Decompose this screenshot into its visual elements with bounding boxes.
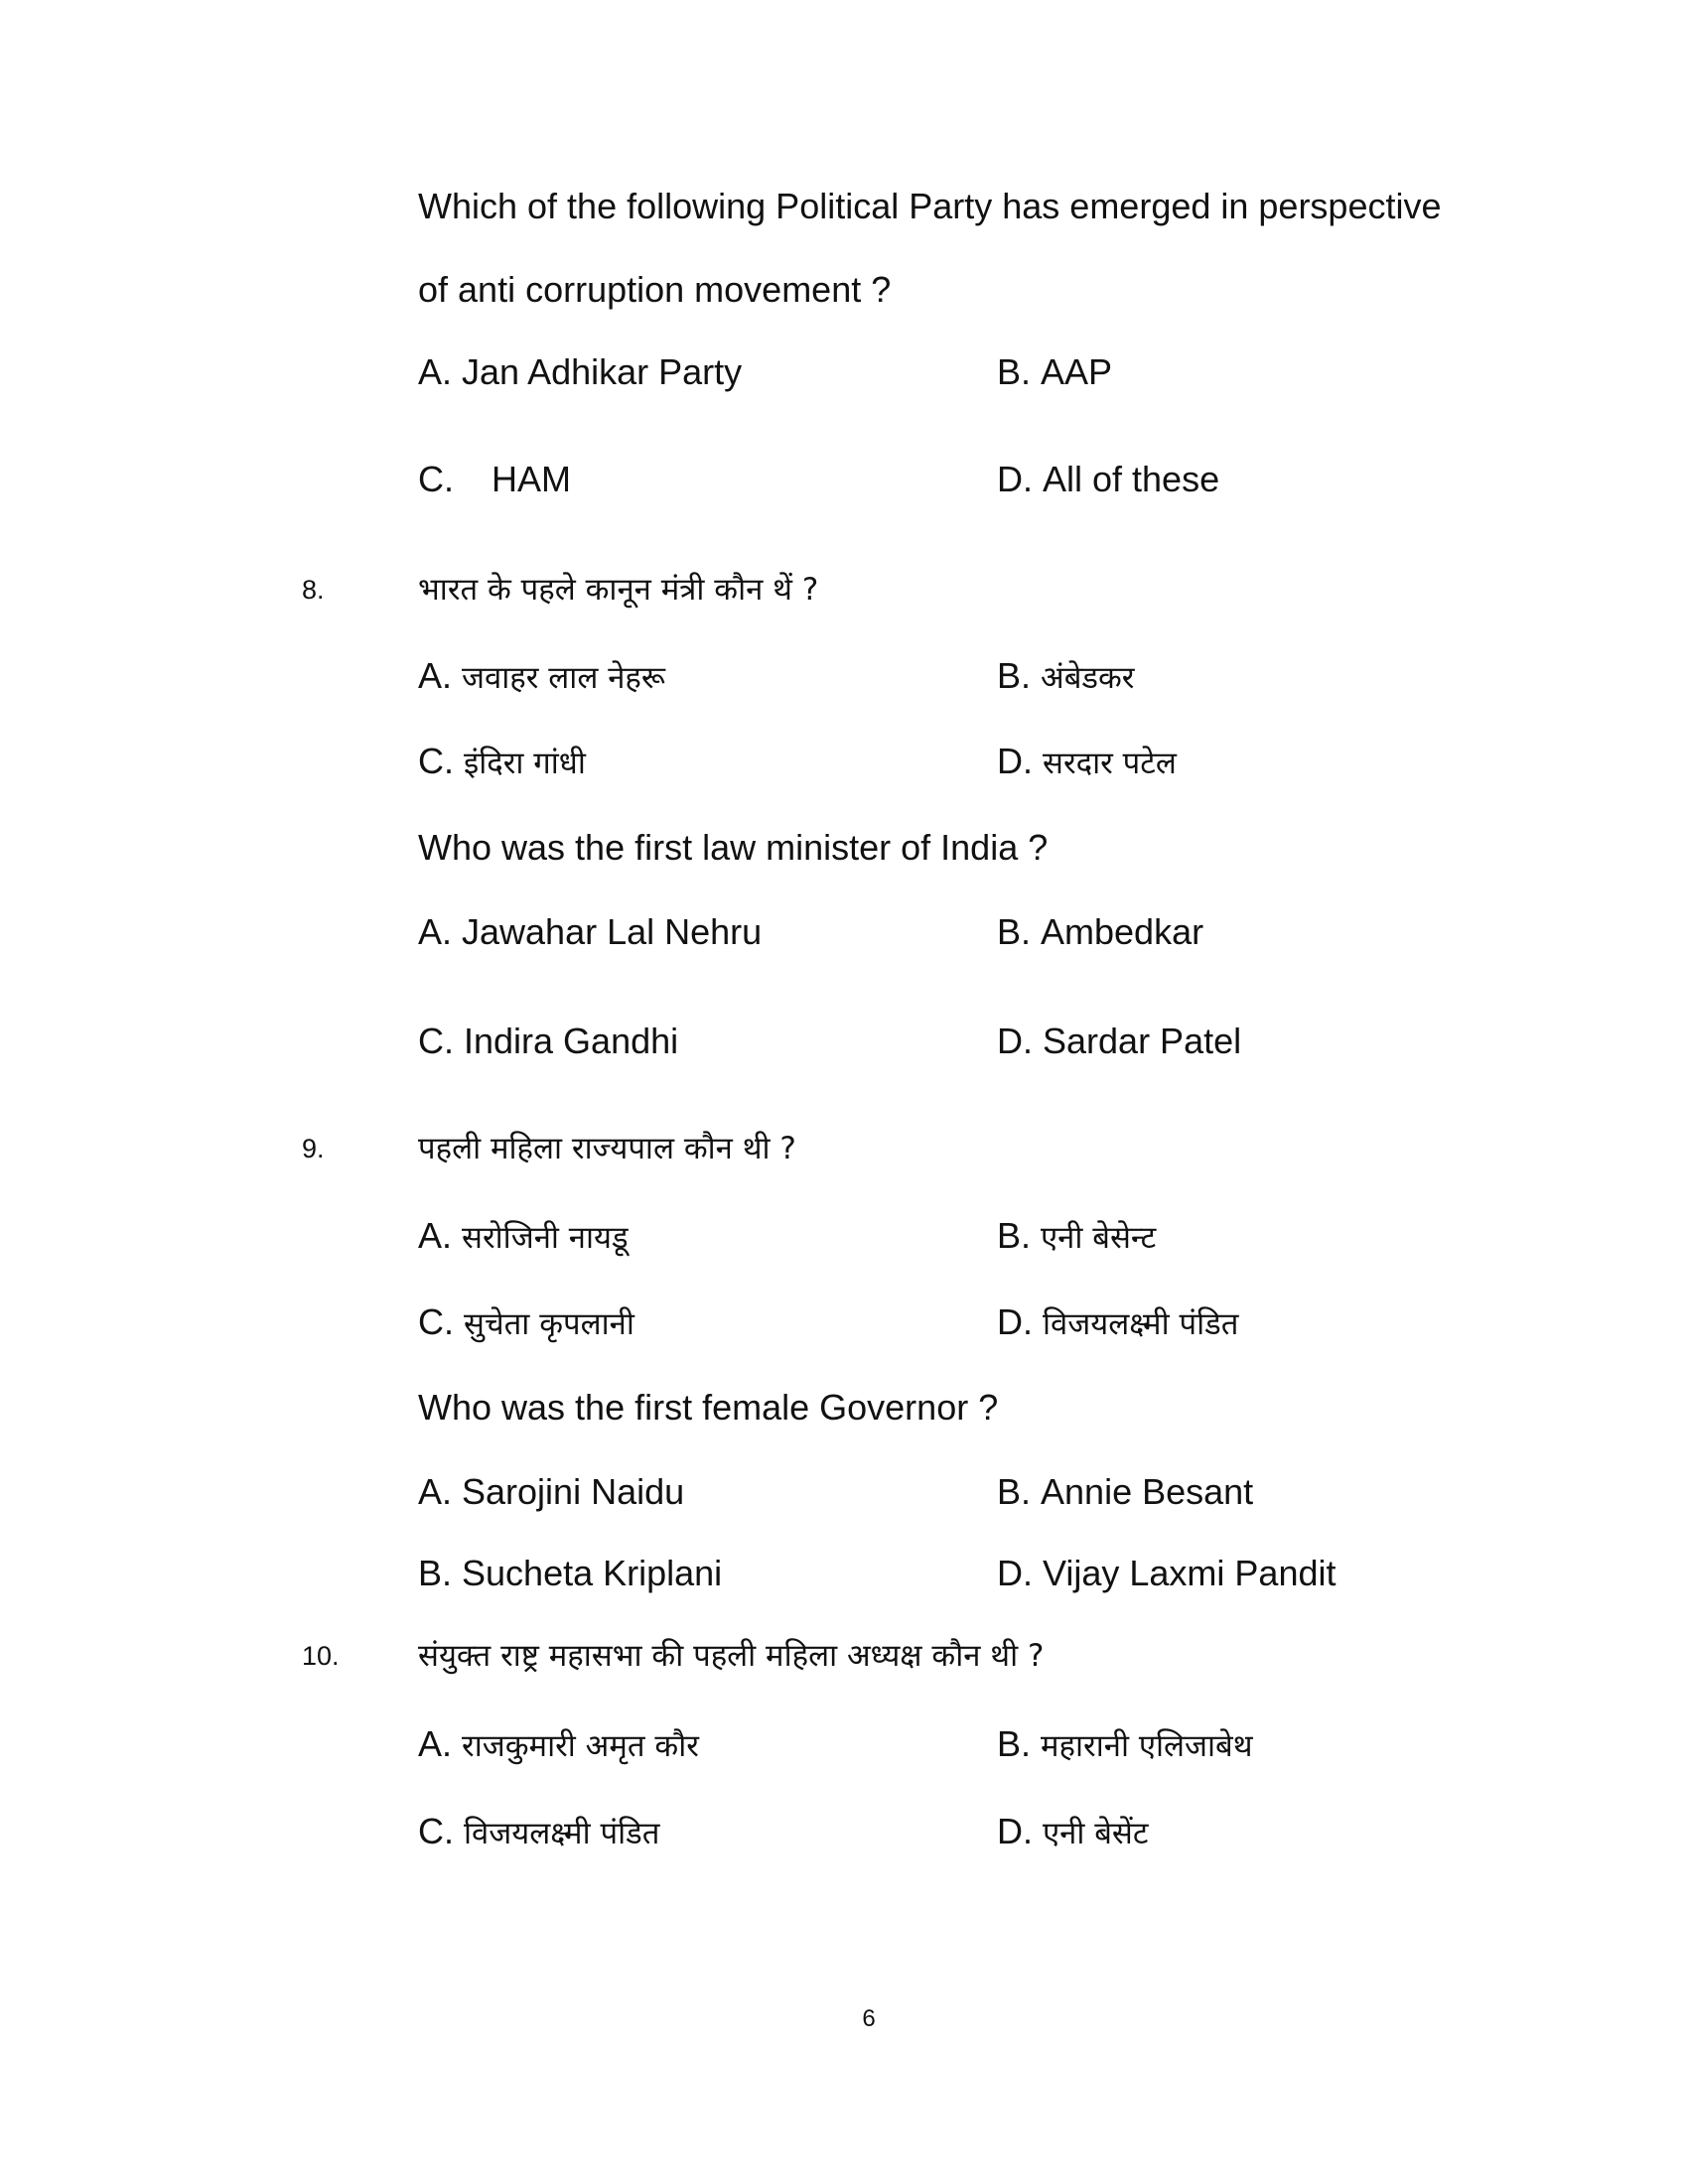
q7-option-a: A. Jan Adhikar Party bbox=[418, 351, 743, 392]
page-number: 6 bbox=[862, 2005, 876, 2032]
q7-option-b: B. AAP bbox=[997, 351, 1113, 392]
q9-option-a-hindi: A. सरोजिनी नायडू bbox=[418, 1215, 629, 1256]
q10-option-b-hindi: B. महारानी एलिजाबेथ bbox=[997, 1723, 1253, 1764]
q7-question-line2: of anti corruption movement ? bbox=[418, 269, 892, 310]
q9-option-d: D. Vijay Laxmi Pandit bbox=[997, 1553, 1336, 1593]
q8-option-c: C. Indira Gandhi bbox=[418, 1021, 679, 1061]
q10-option-d-hindi: D. एनी बेसेंट bbox=[997, 1811, 1149, 1851]
q9-option-b-hindi: B. एनी बेसेन्ट bbox=[997, 1215, 1157, 1256]
q9-option-d-hindi: D. विजयलक्ष्मी पंडित bbox=[997, 1301, 1239, 1342]
q8-option-d-hindi: D. सरदार पटेल bbox=[997, 741, 1177, 781]
q8-option-a: A. Jawahar Lal Nehru bbox=[418, 911, 763, 952]
q10-number: 10. bbox=[302, 1641, 340, 1671]
q9-option-c-hindi: C. सुचेता कृपलानी bbox=[418, 1301, 634, 1342]
q8-question-hindi: भारत के पहले कानून मंत्री कौन थें ? bbox=[418, 572, 819, 608]
q7-question-line1: Which of the following Political Party has emerged in perspective bbox=[418, 186, 1442, 226]
q9-question-english: Who was the first female Governor ? bbox=[418, 1387, 999, 1428]
q10-option-c-hindi: C. विजयलक्ष्मी पंडित bbox=[418, 1811, 660, 1851]
q9-option-a: A. Sarojini Naidu bbox=[418, 1471, 685, 1512]
q9-number: 9. bbox=[302, 1134, 325, 1163]
q8-question-english: Who was the first law minister of India ? bbox=[418, 827, 1049, 868]
q8-option-d: D. Sardar Patel bbox=[997, 1021, 1242, 1061]
q10-option-a-hindi: A. राजकुमारी अमृत कौर bbox=[418, 1723, 699, 1764]
q10-question-hindi: संयुक्त राष्ट्र महासभा की पहली महिला अध्यक्ष कौन थी ? bbox=[418, 1638, 1045, 1674]
q8-option-b: B. Ambedkar bbox=[997, 911, 1204, 952]
q9-question-hindi: पहली महिला राज्यपाल कौन थी ? bbox=[418, 1131, 796, 1166]
q7-option-c: C. HAM bbox=[418, 459, 571, 499]
q9-option-b: B. Annie Besant bbox=[997, 1471, 1254, 1512]
q7-option-d: D. All of these bbox=[997, 459, 1220, 499]
q8-number: 8. bbox=[302, 575, 325, 605]
q8-option-a-hindi: A. जवाहर लाल नेहरू bbox=[418, 655, 665, 696]
q9-option-c: B. Sucheta Kriplani bbox=[418, 1553, 723, 1593]
q8-option-b-hindi: B. अंबेडकर bbox=[997, 655, 1135, 696]
q8-option-c-hindi: C. इंदिरा गांधी bbox=[418, 741, 586, 781]
